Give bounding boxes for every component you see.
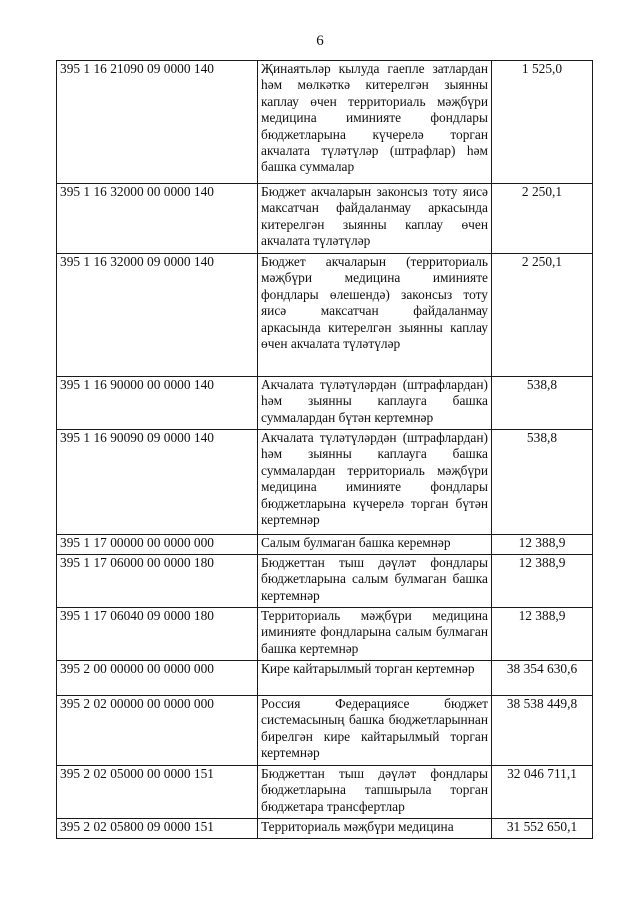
budget-code-cell: 395 2 02 00000 00 0000 000 [57, 696, 258, 766]
revenue-name-cell: Бюджет акчаларын (территориаль мәҗбүри медицина иминияте фондлары өлешендә) законсыз тоту яисә максатчан файдаланмау аркасында китерелгән зыянны каплау өчен акчалата түләтүләр [258, 254, 492, 377]
budget-code-cell: 395 1 17 00000 00 0000 000 [57, 535, 258, 555]
table-row [57, 430, 593, 535]
revenue-name-cell: Россия Федерациясе бюджет системасының башка бюджетларыннан бирелгән кире кайтарылмый торган кертемнәр [258, 696, 492, 766]
budget-code-cell: 395 1 17 06040 09 0000 180 [57, 608, 258, 661]
amount-cell: 38 354 630,6 [492, 661, 593, 696]
budget-code-cell: 395 1 17 06000 00 0000 180 [57, 555, 258, 608]
amount-cell: 38 538 449,8 [492, 696, 593, 766]
table-row [57, 377, 593, 430]
table-row [57, 184, 593, 254]
budget-code-cell: 395 1 16 32000 00 0000 140 [57, 184, 258, 254]
revenue-name-cell: Территориаль мәҗбүри медицина [258, 819, 492, 839]
table-row [57, 254, 593, 377]
amount-cell: 2 250,1 [492, 184, 593, 254]
amount-cell: 32 046 711,1 [492, 766, 593, 819]
revenue-name-cell: Бюджеттан тыш дәүләт фондлары бюджетларына салым булмаган башка кертемнәр [258, 555, 492, 608]
revenue-name-cell: Акчалата түләтүләрдән (штрафлардан) һәм зыянны каплауга башка суммалардан территориаль мәҗбүри медицина иминияте фондлары бюджетларына күчерелә торган бүтән кертемнәр [258, 430, 492, 535]
revenue-name-cell: Территориаль мәҗбүри медицина иминияте фондларына салым булмаган башка кертемнәр [258, 608, 492, 661]
amount-cell: 1 525,0 [492, 61, 593, 184]
revenue-name-cell: Бюджет акчаларын законсыз тоту яисә максатчан файдаланмау аркасында китерелгән зыянны каплау өчен акчалата түләтүләр [258, 184, 492, 254]
table-row [57, 819, 593, 839]
table-row [57, 696, 593, 766]
budget-code-cell: 395 1 16 32000 09 0000 140 [57, 254, 258, 377]
table-row [57, 661, 593, 696]
table-row [57, 61, 593, 184]
revenue-name-cell: Бюджеттан тыш дәүләт фондлары бюджетларына тапшырыла торган бюджетара трансфертлар [258, 766, 492, 819]
amount-cell: 538,8 [492, 377, 593, 430]
amount-cell: 12 388,9 [492, 555, 593, 608]
budget-code-cell: 395 2 02 05800 09 0000 151 [57, 819, 258, 839]
revenue-name-cell: Акчалата түләтүләрдән (штрафлардан) һәм зыянны каплауга башка суммалардан бүтән кертемнәр [258, 377, 492, 430]
budget-code-cell: 395 2 00 00000 00 0000 000 [57, 661, 258, 696]
table-row [57, 766, 593, 819]
revenue-name-cell: Кире кайтарылмый торган кертемнәр [258, 661, 492, 696]
budget-code-cell: 395 1 16 21090 09 0000 140 [57, 61, 258, 184]
amount-cell: 12 388,9 [492, 608, 593, 661]
table-row [57, 535, 593, 555]
revenue-name-cell: Салым булмаган башка керемнәр [258, 535, 492, 555]
amount-cell: 31 552 650,1 [492, 819, 593, 839]
budget-code-cell: 395 1 16 90000 00 0000 140 [57, 377, 258, 430]
page-number: 6 [316, 33, 324, 49]
budget-revenue-table [56, 60, 593, 839]
amount-cell: 12 388,9 [492, 535, 593, 555]
budget-code-cell: 395 1 16 90090 09 0000 140 [57, 430, 258, 535]
table-row [57, 555, 593, 608]
budget-code-cell: 395 2 02 05000 00 0000 151 [57, 766, 258, 819]
amount-cell: 2 250,1 [492, 254, 593, 377]
revenue-name-cell: Җинаятьләр кылуда гаепле затлардан һәм мөлкәткә китерелгән зыянны каплау өчен территориаль мәҗбүри медицина иминияте фондлары бюджетларына күчерелә торган акчалата түләтүләр (штрафлар) һәм башка суммалар [258, 61, 492, 184]
table-row [57, 608, 593, 661]
amount-cell: 538,8 [492, 430, 593, 535]
